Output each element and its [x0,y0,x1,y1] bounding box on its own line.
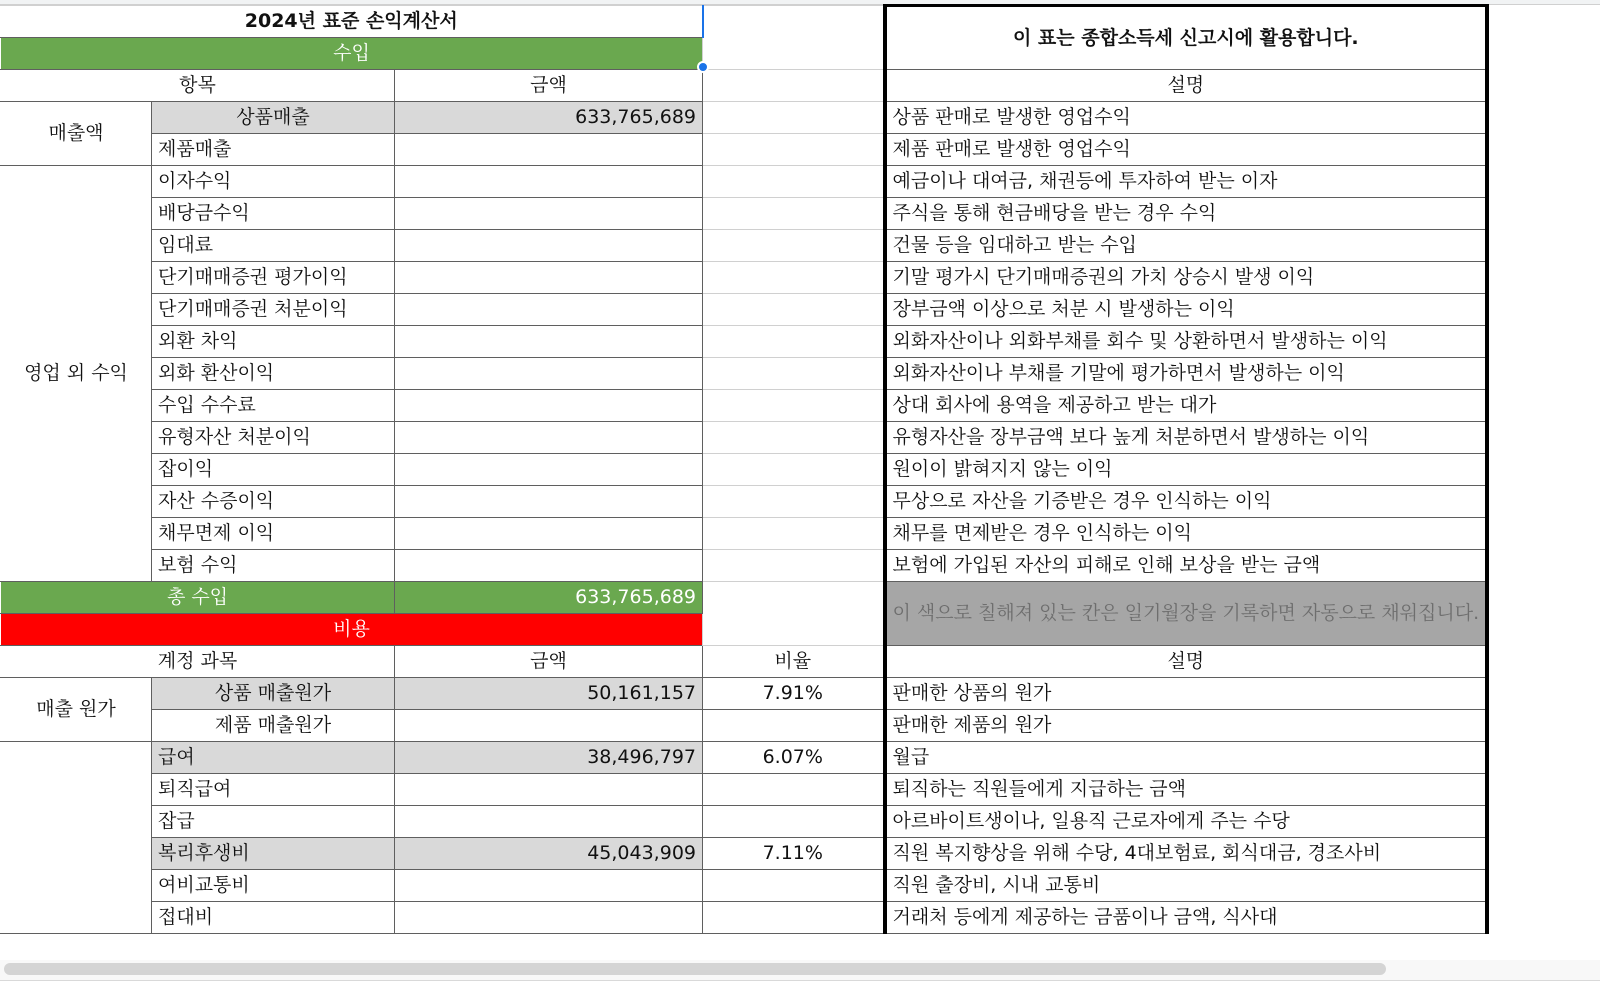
row-description[interactable]: 채무를 면제받은 경우 인식하는 이익 [885,518,1488,550]
cell-blank[interactable] [703,358,885,390]
table-row [1,230,1488,262]
row-description[interactable]: 상품 판매로 발생한 영업수익 [885,102,1488,134]
row-description[interactable]: 유형자산을 장부금액 보다 높게 처분하면서 발생하는 이익 [885,422,1488,454]
table-row [1,742,1488,774]
row-ratio[interactable] [703,806,885,838]
row-item[interactable]: 수입 수수료 [152,390,395,422]
row-item[interactable]: 제품 매출원가 [152,710,395,742]
row-item[interactable]: 퇴직급여 [152,774,395,806]
table-row [1,166,1488,198]
row-description[interactable]: 판매한 상품의 원가 [885,678,1488,710]
row-description[interactable]: 월급 [885,742,1488,774]
row-item[interactable]: 임대료 [152,230,395,262]
row-item[interactable]: 제품매출 [152,134,395,166]
row-description[interactable]: 장부금액 이상으로 처분 시 발생하는 이익 [885,294,1488,326]
row-amount[interactable]: 50,161,157 [395,678,703,710]
horizontal-scrollbar[interactable] [0,960,1600,980]
cell-blank[interactable] [703,486,885,518]
table-row [1,358,1488,390]
row-amount[interactable] [395,518,703,550]
total-income-row [1,582,1488,614]
table-row [1,870,1488,902]
table-row [1,262,1488,294]
row-description[interactable]: 판매한 제품의 원가 [885,710,1488,742]
total-income-value[interactable]: 633,765,689 [395,582,703,614]
income-section-header[interactable]: 수입 [1,38,703,70]
cell-blank[interactable] [703,294,885,326]
row-amount[interactable] [395,550,703,582]
row-ratio[interactable] [703,710,885,742]
row-item[interactable]: 이자수익 [152,166,395,198]
row-item[interactable]: 상품 매출원가 [152,678,395,710]
cell-blank[interactable] [703,198,885,230]
scrollbar-thumb[interactable] [4,963,1386,975]
row-amount[interactable] [395,902,703,934]
row-ratio[interactable]: 6.07% [703,742,885,774]
row-amount[interactable] [395,806,703,838]
selection-fill-handle[interactable] [697,61,709,73]
row-item[interactable]: 자산 수증이익 [152,486,395,518]
header-amount[interactable]: 금액 [395,70,703,102]
table-row [1,390,1488,422]
row-amount[interactable] [395,358,703,390]
header-description[interactable]: 설명 [885,646,1488,678]
row-description[interactable]: 외화자산이나 부채를 기말에 평가하면서 발생하는 이익 [885,358,1488,390]
row-amount[interactable] [395,486,703,518]
row-item[interactable]: 잡급 [152,806,395,838]
row-item[interactable]: 외화 환산이익 [152,358,395,390]
row-amount[interactable] [395,710,703,742]
row-amount[interactable] [395,134,703,166]
row-description[interactable]: 원이이 밝혀지지 않는 이익 [885,454,1488,486]
usage-notice[interactable]: 이 표는 종합소득세 신고시에 활용합니다. [885,6,1488,70]
row-item[interactable]: 외환 차익 [152,326,395,358]
cell-blank[interactable] [703,390,885,422]
total-income-label[interactable]: 총 수입 [1,582,395,614]
row-amount[interactable] [395,198,703,230]
table-row [1,134,1488,166]
row-description[interactable]: 건물 등을 임대하고 받는 수입 [885,230,1488,262]
income-header-row [1,70,1488,102]
table-row [1,806,1488,838]
table-row [1,422,1488,454]
row-item[interactable]: 접대비 [152,902,395,934]
row-ratio[interactable] [703,774,885,806]
income-statement-grid [0,4,1489,934]
row-item[interactable]: 보험 수익 [152,550,395,582]
row-amount[interactable] [395,294,703,326]
table-row [1,710,1488,742]
group-cogs[interactable]: 매출 원가 [1,678,152,742]
row-item[interactable]: 잡이익 [152,454,395,486]
cell-blank[interactable] [703,518,885,550]
group-operating-expenses[interactable] [1,742,152,934]
header-ratio[interactable]: 비율 [703,646,885,678]
sheet-bottom-bar [0,980,1600,1006]
row-description[interactable]: 무상으로 자산을 기증받은 경우 인식하는 이익 [885,486,1488,518]
table-row [1,518,1488,550]
row-amount[interactable] [395,774,703,806]
title-row [1,6,1488,38]
expense-section-header[interactable]: 비용 [1,614,703,646]
row-amount[interactable] [395,870,703,902]
table-row [1,198,1488,230]
row-description[interactable]: 기말 평가시 단기매매증권의 가치 상승시 발생 이익 [885,262,1488,294]
row-amount[interactable] [395,230,703,262]
row-ratio[interactable]: 7.11% [703,838,885,870]
row-description[interactable]: 직원 복지향상을 위해 수당, 4대보험료, 회식대금, 경조사비 [885,838,1488,870]
row-item[interactable]: 여비교통비 [152,870,395,902]
cell-blank[interactable] [703,326,885,358]
cell-blank[interactable] [703,230,885,262]
sheet-title[interactable]: 2024년 표준 손익계산서 [1,6,703,38]
header-account[interactable]: 계정 과목 [1,646,395,678]
header-description[interactable]: 설명 [885,70,1488,102]
header-amount[interactable]: 금액 [395,646,703,678]
table-row [1,326,1488,358]
row-item[interactable]: 급여 [152,742,395,774]
row-amount[interactable] [395,166,703,198]
row-item[interactable]: 단기매매증권 평가이익 [152,262,395,294]
table-row [1,294,1488,326]
row-amount[interactable] [395,422,703,454]
row-description[interactable]: 상대 회사에 용역을 제공하고 받는 대가 [885,390,1488,422]
row-amount[interactable]: 45,043,909 [395,838,703,870]
row-description[interactable]: 퇴직하는 직원들에게 지급하는 금액 [885,774,1488,806]
table-row [1,838,1488,870]
row-ratio[interactable]: 7.91% [703,678,885,710]
cell-blank[interactable] [703,102,885,134]
row-description[interactable]: 제품 판매로 발생한 영업수익 [885,134,1488,166]
cell-blank[interactable] [703,262,885,294]
row-description[interactable]: 주식을 통해 현금배당을 받는 경우 수익 [885,198,1488,230]
group-non-operating[interactable]: 영업 외 수익 [1,166,152,582]
table-row [1,102,1488,134]
table-row [1,486,1488,518]
header-item[interactable]: 항목 [1,70,395,102]
row-ratio[interactable] [703,902,885,934]
table-row [1,550,1488,582]
row-item[interactable]: 단기매매증권 처분이익 [152,294,395,326]
row-description[interactable]: 보험에 가입된 자산의 피해로 인해 보상을 받는 금액 [885,550,1488,582]
auto-fill-note[interactable]: 이 색으로 칠해져 있는 칸은 일기월장을 기록하면 자동으로 채워집니다. [885,582,1488,646]
group-sales[interactable]: 매출액 [1,102,152,166]
row-amount[interactable] [395,326,703,358]
row-description[interactable]: 아르바이트생이나, 일용직 근로자에게 주는 수당 [885,806,1488,838]
row-item[interactable]: 배당금수익 [152,198,395,230]
row-item[interactable]: 복리후생비 [152,838,395,870]
table-row [1,902,1488,934]
row-item[interactable]: 유형자산 처분이익 [152,422,395,454]
row-description[interactable]: 직원 출장비, 시내 교통비 [885,870,1488,902]
row-amount[interactable] [395,454,703,486]
row-amount[interactable]: 633,765,689 [395,102,703,134]
row-item[interactable]: 채무면제 이익 [152,518,395,550]
row-ratio[interactable] [703,870,885,902]
cell-blank[interactable] [703,134,885,166]
row-amount[interactable] [395,390,703,422]
row-description[interactable]: 거래처 등에게 제공하는 금품이나 금액, 식사대 [885,902,1488,934]
table-row [1,454,1488,486]
cell-blank[interactable] [703,582,885,646]
row-description[interactable]: 외화자산이나 외화부채를 회수 및 상환하면서 발생하는 이익 [885,326,1488,358]
cell-blank[interactable] [703,422,885,454]
cell-blank[interactable] [703,550,885,582]
cell-blank[interactable] [703,166,885,198]
row-item[interactable]: 상품매출 [152,102,395,134]
cell-blank[interactable] [703,454,885,486]
table-row [1,774,1488,806]
cell-blank[interactable] [703,6,885,70]
table-row [1,678,1488,710]
row-description[interactable]: 예금이나 대여금, 채권등에 투자하여 받는 이자 [885,166,1488,198]
row-amount[interactable] [395,262,703,294]
cell-blank[interactable] [703,70,885,102]
expense-header-row [1,646,1488,678]
row-amount[interactable]: 38,496,797 [395,742,703,774]
